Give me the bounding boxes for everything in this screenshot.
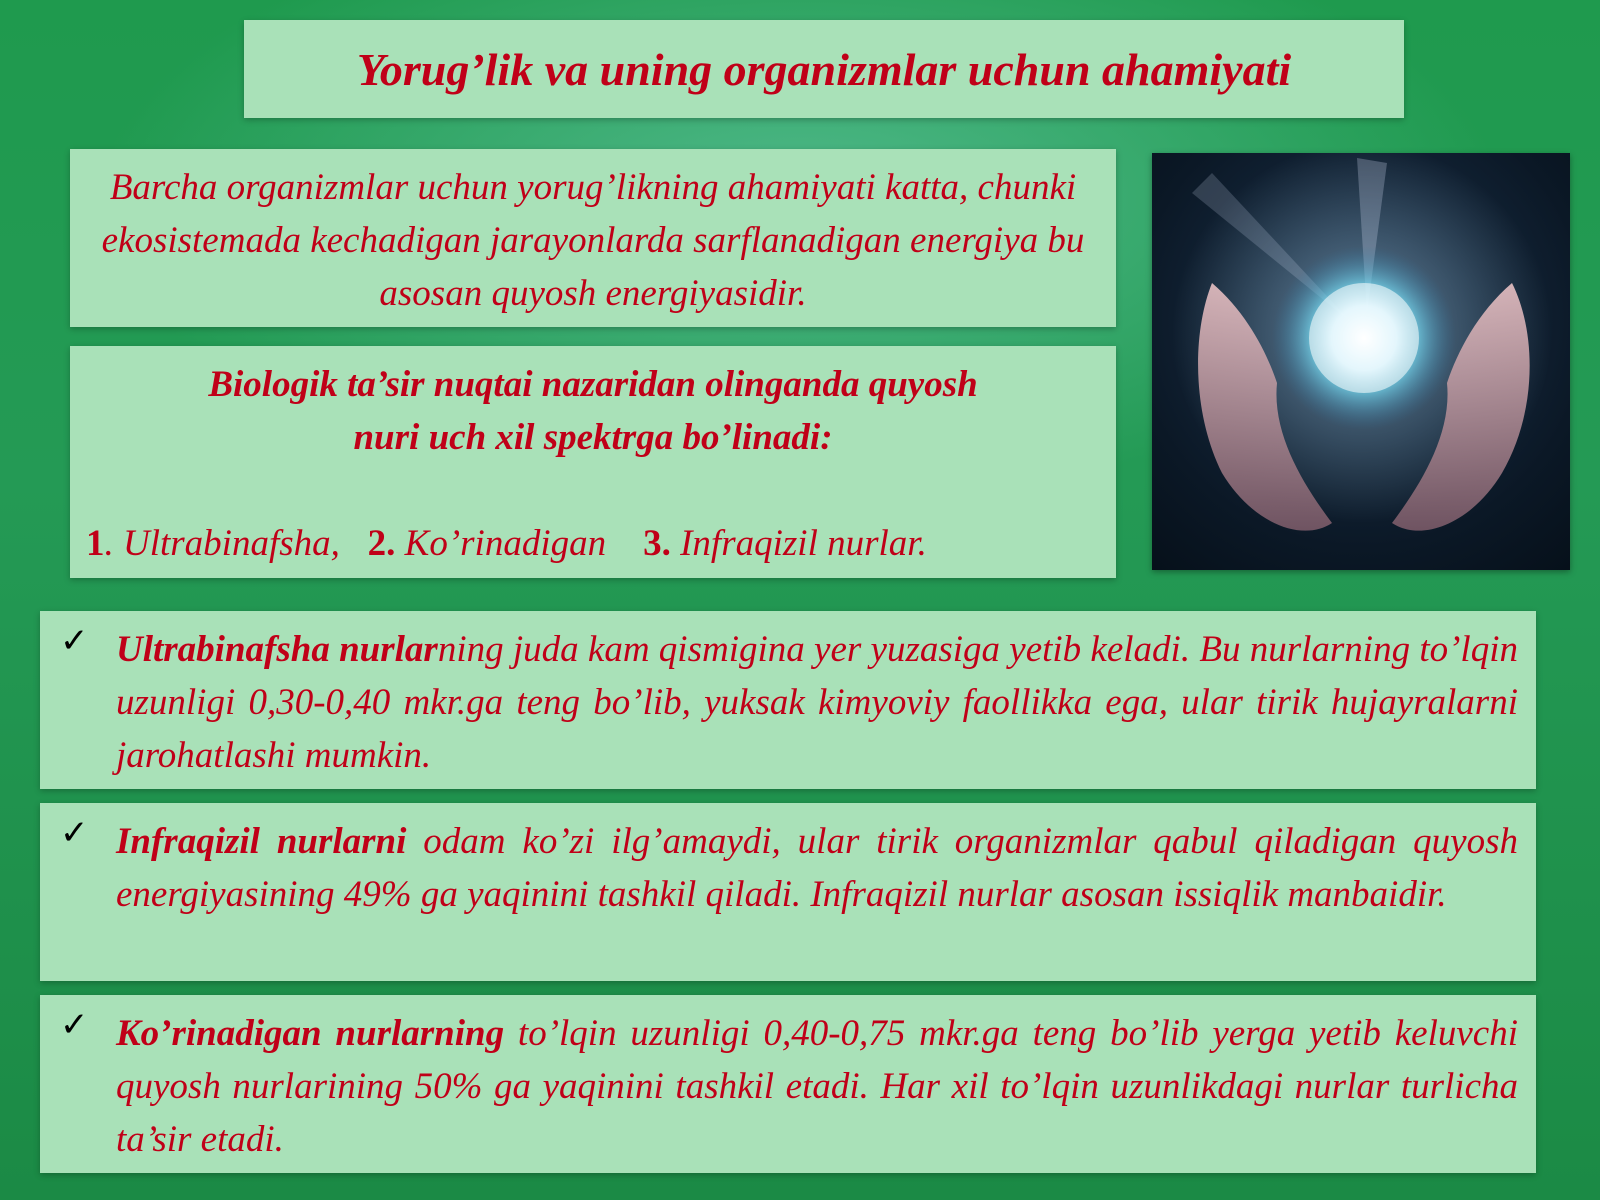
spectra-num-3: 3. (643, 523, 671, 564)
bullet-lead: Ko’rinadigan nurlarning (116, 1013, 505, 1054)
spectra-item-2: Ko’rinadigan (404, 523, 607, 564)
title-box (244, 20, 1404, 118)
spectra-box (70, 346, 1116, 578)
bullet-lead: Ultrabinafsha nurlar (116, 629, 438, 670)
checkmark-icon: ✓ (60, 813, 89, 853)
spectra-num-2: 2. (367, 523, 396, 564)
spectra-heading-line2: nuri uch xil spektrga bo’linadi: (353, 417, 833, 458)
bullet-ultraviolet (40, 611, 1536, 789)
spectra-sep-1: . (104, 523, 123, 564)
spectra-heading-line1: Biologik ta’sir nuqtai nazaridan olinganda quyosh (208, 364, 978, 405)
spectra-item-3: Infraqizil nurlar. (680, 523, 927, 564)
checkmark-icon: ✓ (60, 621, 89, 661)
orb-illustration (1152, 153, 1570, 570)
bullet-text: to’lqin uzunligi 0,40-0,75 mkr.ga teng bo’lib yerga yetib keluvchi quyosh nurlarining 50% ga yaqinini tashkil etadi. Har xil to’lqin uzunlikdagi nurlar turlicha ta’sir etadi. (116, 1013, 1518, 1160)
spectra-heading (70, 358, 1116, 464)
intro-text: Barcha organizmlar uchun yorug’likning ahamiyati katta, chunki ekosistemada kechadigan jarayonlarda sarflanadigan energiya bu asosan quyosh energiyasidir. (101, 167, 1085, 314)
spectra-sep-2 (395, 523, 404, 564)
bullet-visible (40, 995, 1536, 1173)
spectra-item-1: Ultrabinafsha, (123, 523, 340, 564)
glowing-orb-hands-image (1152, 153, 1570, 570)
intro-box (70, 149, 1116, 327)
slide-title: Yorug’lik va uning organizmlar uchun ahamiyati (356, 43, 1292, 95)
spectra-sep-3 (671, 523, 680, 564)
bullet-infrared (40, 803, 1536, 981)
spectra-num-1: 1 (86, 523, 105, 564)
checkmark-icon: ✓ (60, 1005, 89, 1045)
bullet-text: odam ko’zi ilg’amaydi, ular tirik organizmlar qabul qiladigan quyosh energiyasining 49% ga yaqinini tashkil qiladi. Infraqizil nurlar asosan issiqlik manbaidir. (116, 821, 1518, 915)
spectra-list (70, 517, 1116, 570)
bullet-lead: Infraqizil nurlarni (116, 821, 407, 862)
bullet-text: ning juda kam qismigina yer yuzasiga yetib keladi. Bu nurlarning to’lqin uzunligi 0,30-0,40 mkr.ga teng bo’lib, yuksak kimyoviy faollikka ega, ular tirik hujayralarni jarohatlashi mumkin. (116, 629, 1518, 776)
